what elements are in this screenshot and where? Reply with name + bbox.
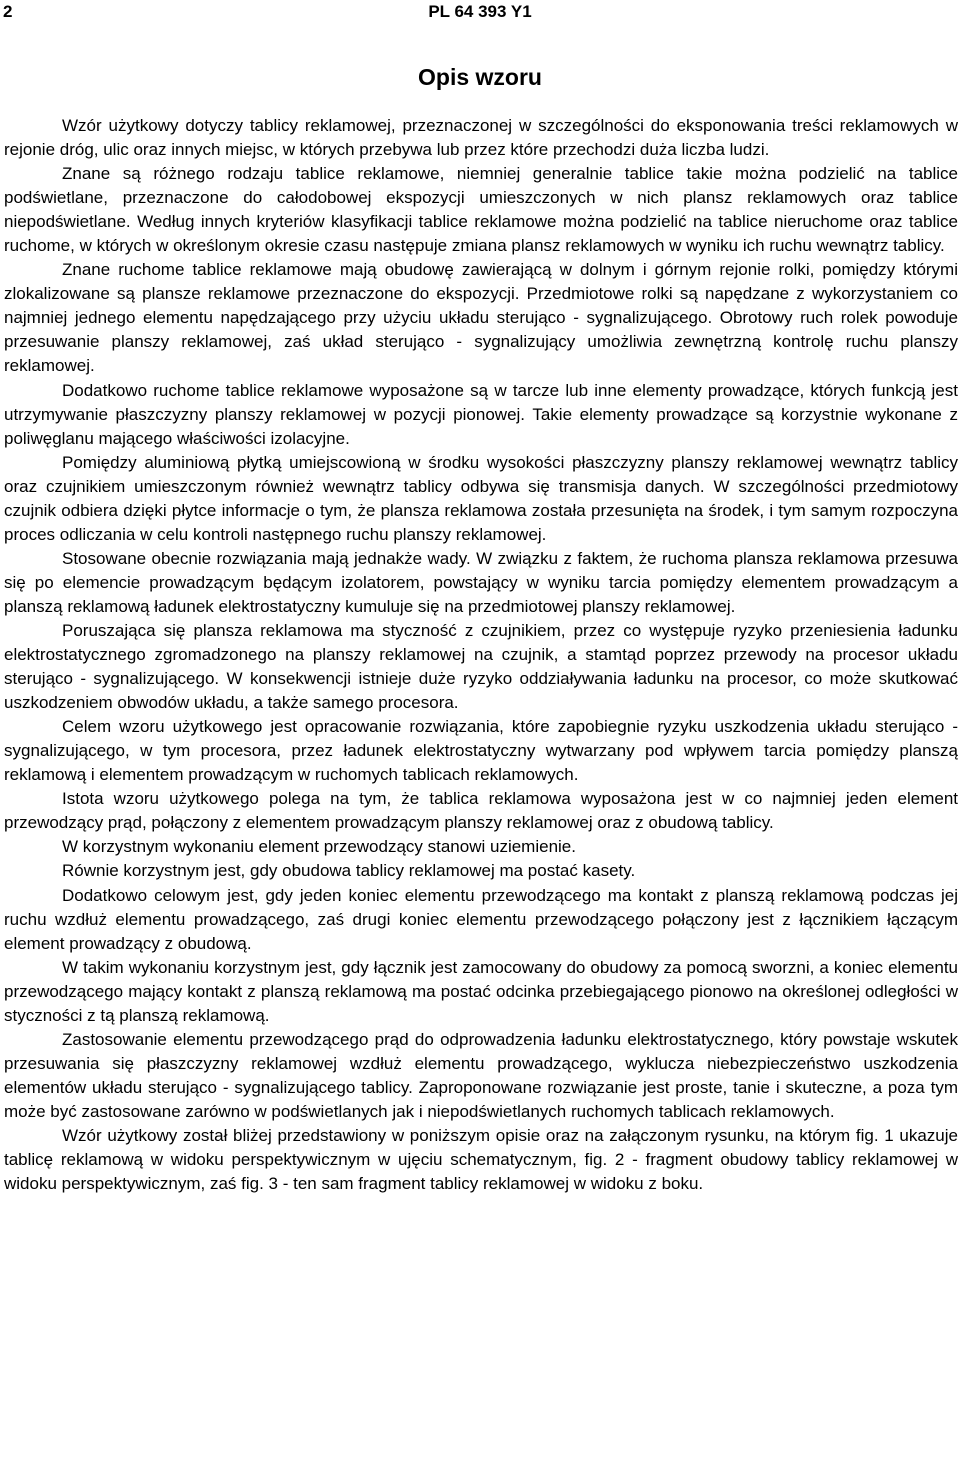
paragraph: Zastosowanie elementu przewodzącego prąd do odprowadzenia ładunku elektrostatycznego, który powstaje wskutek przesuwania się płaszczyzny reklamowej wzdłuż elementu prowadzącego, wyklucza niebezpieczeństwo uszkodzenia elementów układu sterująco - sygnalizującego tablicy. Zaproponowane rozwiązanie jest proste, tanie i skuteczne, a poza tym może być zastosowane zarówno w podświetlanych jak i niepodświetlanych ruchomych tablicach reklamowych. (4, 1029, 958, 1121)
paragraph: Celem wzoru użytkowego jest opracowanie rozwiązania, które zapobiegnie ryzyku uszkodzenia układu sterująco - sygnalizującego, w tym procesora, przez ładunek elektrostatyczny wytwarzany pod wpływem tarcia pomiędzy planszą reklamową i elementem prowadzącym w ruchomych tablicach reklamowych. (4, 717, 958, 785)
document-id: PL 64 393 Y1 (428, 2, 532, 21)
document-body (4, 114, 958, 1196)
paragraph: Równie korzystnym jest, gdy obudowa tablicy reklamowej ma postać kasety. (62, 861, 636, 881)
paragraph: Znane są różnego rodzaju tablice reklamowe, niemniej generalnie tablice takie można podzielić na tablice podświetlane, przeznaczone do całodobowej ekspozycji umieszczonych w nich plansz reklamowych oraz tablice niepodświetlane. Według innych kryteriów klasyfikacji tablice reklamowe można podzielić na tablice nieruchome oraz tablice ruchome, w których w określonym okresie czasu następuje zmiana plansz reklamowych w wyniku ich ruchu wewnątrz tablicy. (4, 164, 958, 256)
paragraph: W korzystnym wykonaniu element przewodzący stanowi uziemienie. (62, 837, 576, 857)
paragraph: Wzór użytkowy został bliżej przedstawiony w poniższym opisie oraz na załączonym rysunku, na którym fig. 1 ukazuje tablicę reklamową w widoku perspektywicznym w ujęciu schematycznym, fig. 2 - fragment obudowy tablicy reklamowej w widoku perspektywicznym, zaś fig. 3 - ten sam fragment tablicy reklamowej w widoku z boku. (4, 1125, 958, 1194)
paragraph: Dodatkowo celowym jest, gdy jeden koniec elementu przewodzącego ma kontakt z planszą reklamową podczas jej ruchu wzdłuż elementu prowadzącego, zaś drugi koniec elementu przewodzącego połączony jest z łącznikiem łączącym element prowadzący z obudową. (4, 885, 958, 953)
paragraph: Poruszająca się plansza reklamowa ma styczność z czujnikiem, przez co występuje ryzyko przeniesienia ładunku elektrostatycznego zgromadzonego na planszy reklamowej na czujnik, a stamtąd poprzez przewody na procesor układu sterująco - sygnalizującego. W konsekwencji istnieje duże ryzyko oddziaływania ładunku na procesor, co może skutkować uszkodzeniem obwodów układu, a także samego procesora. (4, 620, 958, 713)
paragraph: Wzór użytkowy dotyczy tablicy reklamowej, przeznaczonej w szczególności do eksponowania treści reklamowych w rejonie dróg, ulic oraz innych miejsc, w których przebywa lub przez które przechodzi duża liczba ludzi. (4, 116, 958, 160)
paragraph: Znane ruchome tablice reklamowe mają obudowę zawierającą w dolnym i górnym rejonie rolki, pomiędzy którymi zlokalizowane są plansze reklamowe przeznaczone do ekspozycji. Przedmiotowe rolki są napędzane z wykorzystaniem co najmniej jednego elementu napędzającego przy użyciu układu sterująco - sygnalizującego. Obrotowy ruch rolek powoduje przesuwanie planszy reklamowej, zaś układ sterująco - sygnalizujący umożliwia zewnętrzną kontrolę ruchu planszy reklamowej. (4, 260, 958, 376)
paragraph: Istota wzoru użytkowego polega na tym, że tablica reklamowa wyposażona jest w co najmniej jeden element przewodzący prąd, połączony z elementem prowadzącym planszy reklamowej oraz z obudową tablicy. (4, 789, 958, 833)
paragraph: Pomiędzy aluminiową płytką umiejscowioną w środku wysokości płaszczyzny planszy reklamowej wewnątrz tablicy oraz czujnikiem umieszczonym również wewnątrz tablicy odbywa się transmisja danych. W szczególności przedmiotowy czujnik odbiera dzięki płytce informacje o tym, że plansza reklamowa została przesunięta na środek, i tym samym rozpoczyna proces odliczania w celu kontroli następnego ruchu planszy reklamowej. (4, 452, 958, 544)
section-title: Opis wzoru (418, 64, 542, 90)
page-number: 2 (3, 2, 13, 21)
paragraph: Stosowane obecnie rozwiązania mają jednakże wady. W związku z faktem, że ruchoma plansza reklamowa przesuwa się po elemencie prowadzącym będącym izolatorem, powstający w wyniku tarcia pomiędzy elementem prowadzącym a planszą reklamową ładunek elektrostatyczny kumuluje się na przedmiotowej planszy reklamowej. (4, 548, 958, 616)
paragraph: W takim wykonaniu korzystnym jest, gdy łącznik jest zamocowany do obudowy za pomocą sworzni, a koniec elementu przewodzącego mający kontakt z planszą reklamową ma postać odcinka przebiegającego pionowo na określonej odległości w styczności z tą planszą reklamową. (4, 957, 958, 1025)
page-header (0, 2, 960, 24)
paragraph: Dodatkowo ruchome tablice reklamowe wyposażone są w tarcze lub inne elementy prowadzące, których funkcją jest utrzymywanie płaszczyzny planszy reklamowej w pozycji pionowej. Takie elementy prowadzące są korzystnie wykonane z poliwęglanu mającego właściwości izolacyjne. (4, 380, 958, 448)
